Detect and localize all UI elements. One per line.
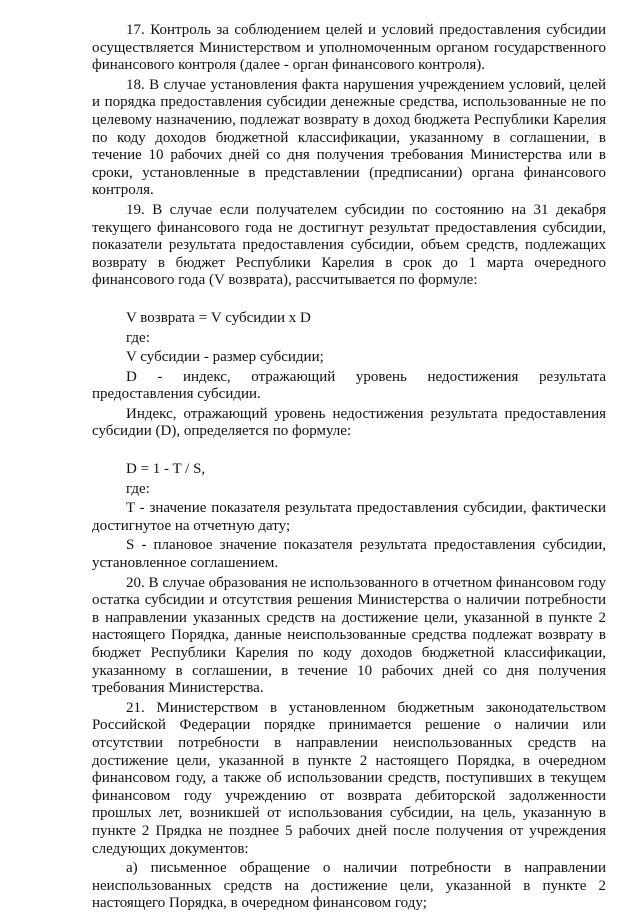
definition-v-subsidy: V субсидии - размер субсидии; bbox=[126, 349, 324, 366]
paragraph-21a: а) письменное обращение о наличии потребности в направлении неиспользованных средств на достижение цели, указанной в пункте 2 настоящего Порядка, в очередном финансовом году; bbox=[92, 860, 606, 912]
paragraph-18: 18. В случае установления факта нарушения учреждением условий, целей и порядка предоставления субсидии денежные средства, использованные не по целевому назначению, подлежат возврату в доход бюджета Республики Карелия по коду доходов бюджетной классификации, указанному в соглашении, в течение 10 рабочих дней со дня получения требования Министерства или в сроки, установленные в представлении (предписании) органа финансового контроля. bbox=[92, 76, 606, 199]
definition-t-value: T - значение показателя результата предоставления субсидии, фактически достигнутое на отчетную дату; bbox=[92, 500, 606, 534]
paragraph-20: 20. В случае образования не использованного в отчетном финансовом году остатка субсидии и отсутствия решения Министерства о наличии потребности в направлении указанных средств на достижение цели, указанной в пункте 2 настоящего Порядка, данные неиспользованные средства подлежат возврату в бюджет Республики Карелия по коду доходов бюджетной классификации, указанному в соглашении, в течение 10 рабочих дней со дня получения требования Министерства. bbox=[92, 574, 606, 697]
paragraph-17: 17. Контроль за соблюдением целей и условий предоставления субсидии осуществляется Министерством и уполномоченным органом государственного финансового контроля (далее - орган финансового контроля). bbox=[92, 22, 606, 74]
paragraph-19: 19. В случае если получателем субсидии по состоянию на 31 декабря текущего финансового года не достигнут результат предоставления субсидии, показатели результата предоставления субсидии, объем средств, подлежащих возврату в бюджет Республики Карелия в срок до 1 марта очередного финансового года (V возврата), рассчитывается по формуле: bbox=[92, 201, 606, 289]
paragraph-index-definition: Индекс, отражающий уровень недостижения результата предоставления субсидии (D), определяется по формуле: bbox=[92, 405, 606, 440]
where-label-1: где: bbox=[126, 329, 150, 346]
where-label-2: где: bbox=[126, 480, 150, 497]
definition-s-value: S - плановое значение показателя результата предоставления субсидии, установленное соглашением. bbox=[92, 537, 606, 572]
definition-d-index: D - индекс, отражающий уровень недостижения результата предоставления субсидии. bbox=[92, 368, 606, 403]
formula-d-index: D = 1 - T / S, bbox=[126, 461, 206, 478]
formula-v-return: V возврата = V субсидии x D bbox=[126, 309, 311, 326]
paragraph-21: 21. Министерством в установленном бюджетным законодательством Российской Федерации порядке принимается решение о наличии или отсутствии потребности в направлении неиспользованных средств на достижение цели, указанной в пункте 2 настоящего Порядка, в очередном финансовом году, а также об использовании средств, поступивших в текущем финансовом году учреждению от возврата дебиторской задолженности прошлых лет, возникшей от использования субсидии, на цель, указанную в пункте 2 Прядка не позднее 5 рабочих дней после получения от учреждения следующих документов: bbox=[92, 699, 606, 857]
